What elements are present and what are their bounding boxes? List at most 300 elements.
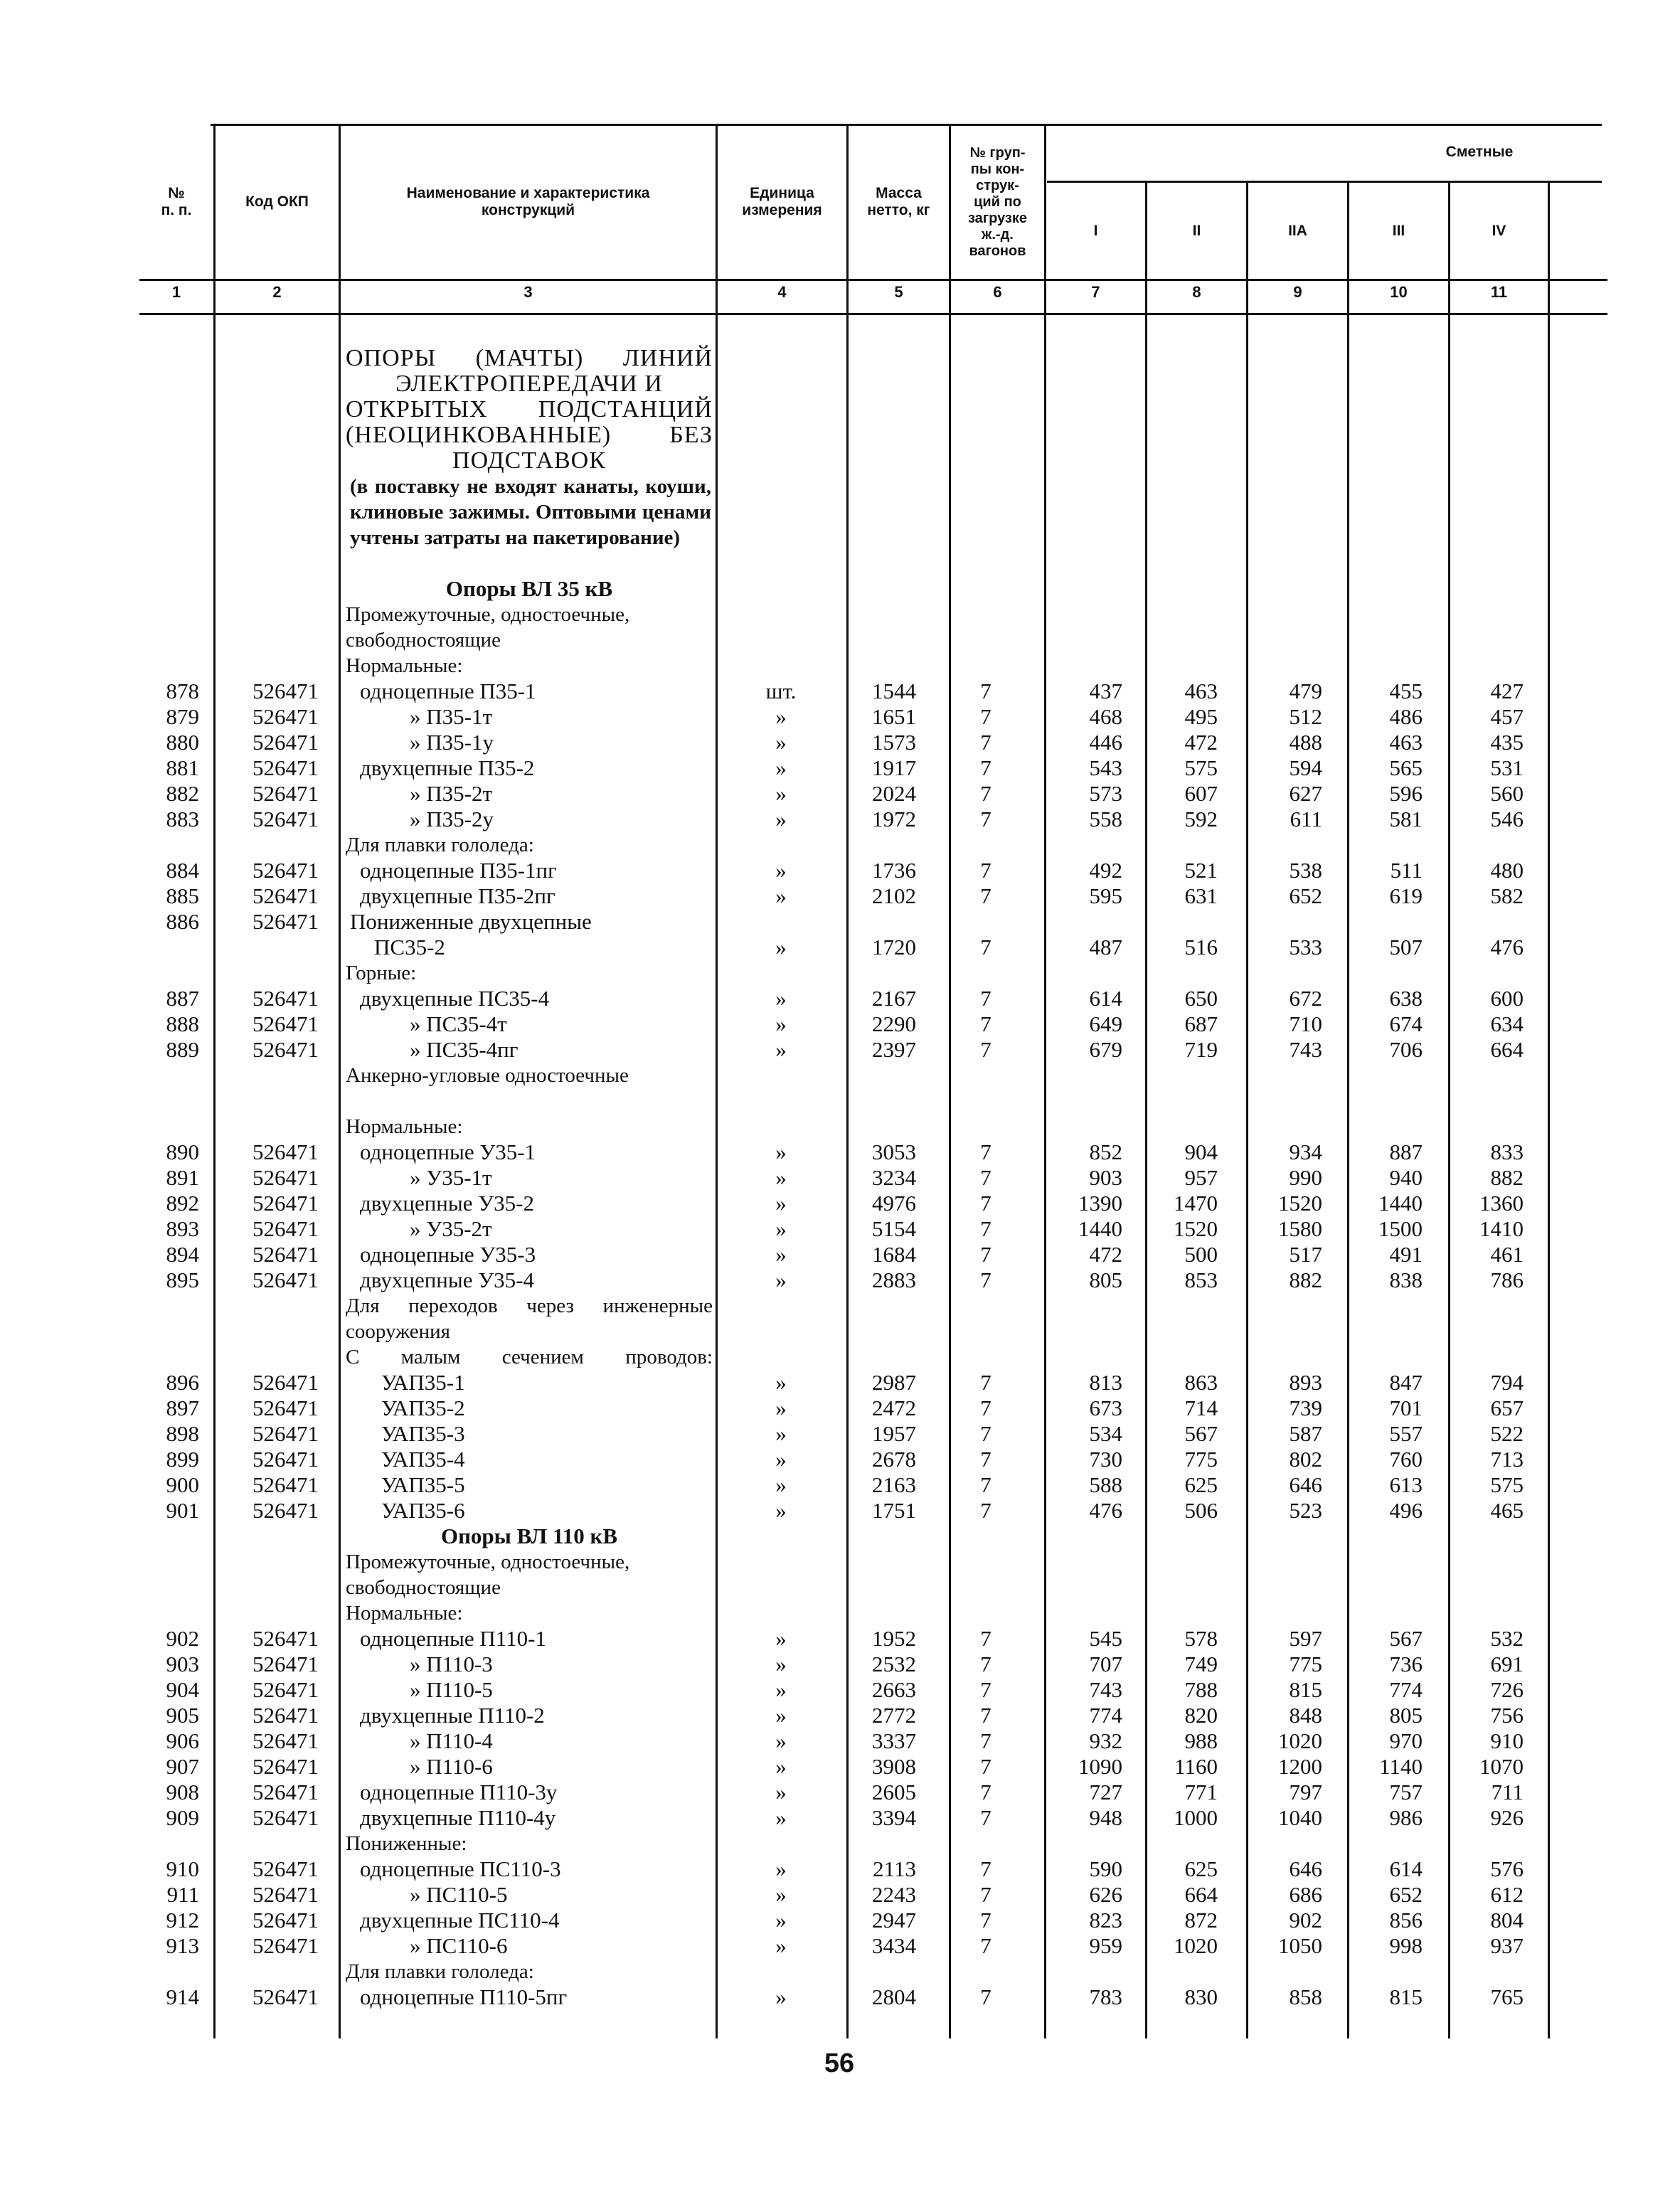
page-number: 56 (824, 2048, 855, 2078)
table-row (0, 1472, 1680, 1498)
price-iia: 627 (1289, 781, 1322, 806)
construction-name: Пониженные двухцепные (350, 909, 592, 934)
okp-code: 526471 (252, 1370, 319, 1395)
table-row (0, 1011, 1680, 1037)
construction-name: одноцепные У35-3 (360, 1242, 536, 1267)
price-iii: 1440 (1378, 1191, 1423, 1216)
okp-code: 526471 (252, 1754, 319, 1779)
price-i: 679 (1089, 1037, 1122, 1062)
table-row (0, 755, 1680, 781)
unit: » (775, 1037, 787, 1062)
price-iii: 496 (1389, 1498, 1423, 1523)
row-number: 892 (166, 1191, 199, 1216)
price-iia: 672 (1289, 986, 1322, 1011)
unit: » (775, 1011, 787, 1036)
price-i: 805 (1089, 1267, 1122, 1292)
net-mass: 3908 (872, 1754, 916, 1779)
table-row (0, 781, 1680, 807)
unit: » (775, 1933, 787, 1958)
row-number: 906 (166, 1728, 199, 1753)
wagon-group: 7 (980, 755, 991, 780)
price-ii: 664 (1184, 1882, 1218, 1907)
okp-code: 526471 (252, 1728, 319, 1753)
section-title (346, 346, 713, 474)
price-iia: 587 (1289, 1421, 1322, 1446)
row-number: 890 (166, 1139, 199, 1164)
price-iii: 847 (1389, 1370, 1423, 1395)
price-iia: 858 (1289, 1984, 1322, 2009)
price-iii: 674 (1389, 1011, 1423, 1036)
wagon-group: 7 (980, 704, 991, 729)
sec35-intermediate: Промежуточные, одностоечные, свободностоящие (346, 603, 630, 652)
construction-name: одноцепные ПС110-3 (360, 1856, 561, 1881)
row-number: 893 (166, 1216, 199, 1241)
table-row (0, 1780, 1680, 1805)
wagon-group: 7 (980, 1267, 991, 1292)
price-ii: 775 (1184, 1447, 1218, 1472)
price-i: 1390 (1078, 1191, 1122, 1216)
price-iii: 887 (1389, 1139, 1423, 1164)
unit: » (775, 1191, 787, 1216)
unit: » (775, 1370, 787, 1395)
unit: » (775, 1780, 787, 1804)
row-number: 897 (166, 1395, 199, 1420)
wagon-group: 7 (980, 1472, 991, 1497)
price-i: 588 (1089, 1472, 1122, 1497)
price-iia: 538 (1289, 858, 1322, 883)
row-number: 898 (166, 1421, 199, 1446)
row-number: 886 (166, 909, 199, 934)
price-iii: 581 (1389, 807, 1423, 831)
net-mass: 1952 (872, 1626, 916, 1651)
unit: » (775, 807, 787, 831)
price-i: 932 (1089, 1728, 1122, 1753)
okp-code: 526471 (252, 1267, 319, 1292)
net-mass: 3053 (872, 1139, 916, 1164)
construction-name: двухцепные ПС110-4 (360, 1908, 560, 1933)
table-row (0, 1037, 1680, 1063)
col-number-11: 11 (1490, 283, 1508, 301)
price-iia: 882 (1289, 1267, 1322, 1292)
unit: » (775, 1447, 787, 1472)
header-group: № груп- пы кон- струк- ций по загрузке ж.-д. вагонов (967, 144, 1028, 259)
price-iia: 646 (1289, 1472, 1322, 1497)
price-i: 852 (1089, 1139, 1122, 1164)
sec35-normal-2: Нормальные: (346, 1115, 463, 1138)
net-mass: 1917 (872, 755, 916, 780)
table-row (0, 1165, 1680, 1191)
price-iv: 582 (1490, 883, 1524, 908)
unit: » (775, 704, 787, 729)
okp-code: 526471 (252, 1011, 319, 1036)
price-iia: 902 (1289, 1908, 1322, 1933)
price-ii: 521 (1184, 858, 1218, 883)
table-row (0, 679, 1680, 704)
price-iv: 465 (1490, 1498, 1524, 1523)
net-mass: 2883 (872, 1267, 916, 1292)
table-row (0, 1421, 1680, 1447)
wagon-group: 7 (980, 1395, 991, 1420)
price-iia: 1520 (1278, 1191, 1322, 1216)
title-line-3: ОТКРЫТЫХ ПОДСТАНЦИЙ (346, 396, 713, 422)
sec110-intermediate: Промежуточные, одностоечные, свободностоящие (346, 1551, 630, 1599)
unit: » (775, 1856, 787, 1881)
net-mass: 1684 (872, 1242, 916, 1267)
okp-code: 526471 (252, 704, 319, 729)
col-number-6: 6 (993, 283, 1002, 301)
unit: » (775, 1165, 787, 1190)
price-iii: 463 (1389, 730, 1423, 755)
price-i: 948 (1089, 1805, 1122, 1830)
price-i: 903 (1089, 1165, 1122, 1190)
price-iv: 882 (1490, 1165, 1524, 1190)
net-mass: 2397 (872, 1037, 916, 1062)
unit: » (775, 1984, 787, 2009)
row-number: 904 (166, 1677, 199, 1702)
price-iv: 1070 (1479, 1754, 1524, 1779)
price-iia: 1040 (1278, 1805, 1322, 1830)
okp-code: 526471 (252, 1805, 319, 1830)
price-iii: 619 (1389, 883, 1423, 908)
construction-name: УАП35-5 (381, 1472, 465, 1497)
price-iii: 760 (1389, 1447, 1423, 1472)
price-ii: 625 (1184, 1472, 1218, 1497)
construction-name: одноцепные П110-1 (360, 1626, 546, 1651)
okp-code: 526471 (252, 1395, 319, 1420)
table-row (0, 1703, 1680, 1728)
okp-code: 526471 (252, 1677, 319, 1702)
col-number-2: 2 (272, 283, 282, 301)
price-i: 727 (1089, 1780, 1122, 1804)
price-i: 1440 (1078, 1216, 1122, 1241)
net-mass: 1720 (872, 935, 916, 959)
sec35-crossings: Для переходов через инженерные сооружения (346, 1294, 713, 1343)
row-number: 880 (166, 730, 199, 755)
price-iia: 1050 (1278, 1933, 1322, 1958)
table-row (0, 1652, 1680, 1677)
construction-name: » П35-2у (410, 807, 494, 831)
net-mass: 2167 (872, 986, 916, 1011)
row-number: 903 (166, 1652, 199, 1676)
table-row (0, 1882, 1680, 1908)
price-ii: 592 (1184, 807, 1218, 831)
header-unit: Единица измерения (742, 185, 822, 218)
construction-name: двухцепные П35-2пг (360, 883, 555, 908)
price-ii: 578 (1184, 1626, 1218, 1651)
price-iv: 457 (1490, 704, 1524, 729)
row-number: 908 (166, 1780, 199, 1804)
price-iii: 970 (1389, 1728, 1423, 1753)
okp-code: 526471 (252, 1652, 319, 1676)
row-number: 895 (166, 1267, 199, 1292)
sec35-glaze: Для плавки гололеда: (346, 834, 534, 856)
table-row (0, 1216, 1680, 1242)
wagon-group: 7 (980, 807, 991, 831)
construction-name: одноцепные П35-1 (360, 679, 536, 703)
price-iia: 710 (1289, 1011, 1322, 1036)
price-ii: 957 (1184, 1165, 1218, 1190)
row-number: 879 (166, 704, 199, 729)
price-iii: 998 (1389, 1933, 1423, 1958)
unit: » (775, 1139, 787, 1164)
construction-name: одноцепные У35-1 (360, 1139, 536, 1164)
row-number: 883 (166, 807, 199, 831)
col-number-1: 1 (171, 283, 181, 301)
price-iv: 1360 (1479, 1191, 1524, 1216)
table-row (0, 1933, 1680, 1959)
col-number-8: 8 (1192, 283, 1201, 301)
net-mass: 3434 (872, 1933, 916, 1958)
net-mass: 2663 (872, 1677, 916, 1702)
table-row (0, 858, 1680, 883)
table-row (0, 1754, 1680, 1780)
unit: » (775, 1754, 787, 1779)
table-row (0, 1242, 1680, 1267)
header-code: Код ОКП (245, 193, 309, 210)
wagon-group: 7 (980, 1037, 991, 1062)
price-iv: 937 (1490, 1933, 1524, 1958)
col-number-5: 5 (894, 283, 903, 301)
unit: » (775, 1908, 787, 1933)
net-mass: 3337 (872, 1728, 916, 1753)
price-iii: 815 (1389, 1984, 1423, 2009)
price-i: 558 (1089, 807, 1122, 831)
net-mass: 2772 (872, 1703, 916, 1728)
wagon-group: 7 (980, 935, 991, 959)
unit: » (775, 858, 787, 883)
net-mass: 3234 (872, 1165, 916, 1190)
unit: » (775, 883, 787, 908)
row-number: 913 (166, 1933, 199, 1958)
price-iii: 596 (1389, 781, 1423, 806)
price-iii: 507 (1389, 935, 1423, 959)
price-iia: 743 (1289, 1037, 1322, 1062)
price-iii: 701 (1389, 1395, 1423, 1420)
price-ii: 506 (1184, 1498, 1218, 1523)
price-iv: 480 (1490, 858, 1524, 883)
wagon-group: 7 (980, 1728, 991, 1753)
price-iv: 691 (1490, 1652, 1524, 1676)
price-iv: 657 (1490, 1395, 1524, 1420)
price-iv: 756 (1490, 1703, 1524, 1728)
table-row (0, 1191, 1680, 1216)
price-iia: 517 (1289, 1242, 1322, 1267)
price-ii: 872 (1184, 1908, 1218, 1933)
price-iia: 1580 (1278, 1216, 1322, 1241)
table-row (0, 1447, 1680, 1472)
col-number-9: 9 (1293, 283, 1302, 301)
table-row (0, 1370, 1680, 1395)
header-prices: Сметные (1445, 144, 1514, 160)
price-i: 823 (1089, 1908, 1122, 1933)
price-iv: 435 (1490, 730, 1524, 755)
price-iia: 848 (1289, 1703, 1322, 1728)
construction-name: » П35-1у (410, 730, 494, 755)
construction-name: » ПС35-4пг (410, 1037, 519, 1062)
sec110-normal: Нормальные: (346, 1602, 463, 1625)
price-iv: 576 (1490, 1856, 1524, 1881)
net-mass: 2605 (872, 1780, 916, 1804)
net-mass: 2678 (872, 1447, 916, 1472)
price-i: 626 (1089, 1882, 1122, 1907)
unit: » (775, 1242, 787, 1267)
price-iv: 560 (1490, 781, 1524, 806)
wagon-group: 7 (980, 1805, 991, 1830)
okp-code: 526471 (252, 1933, 319, 1958)
price-iv: 532 (1490, 1626, 1524, 1651)
row-number: 907 (166, 1754, 199, 1779)
row-number: 884 (166, 858, 199, 883)
price-iv: 634 (1490, 1011, 1524, 1036)
net-mass: 1736 (872, 858, 916, 883)
price-iia: 797 (1289, 1780, 1322, 1804)
price-iii: 856 (1389, 1908, 1423, 1933)
table-row (0, 807, 1680, 832)
price-iia: 990 (1289, 1165, 1322, 1190)
unit: » (775, 1677, 787, 1702)
price-i: 487 (1089, 935, 1122, 959)
construction-name: одноцепные П110-5пг (360, 1984, 568, 2009)
wagon-group: 7 (980, 1780, 991, 1804)
price-iia: 652 (1289, 883, 1322, 908)
okp-code: 526471 (252, 1626, 319, 1651)
row-number: 881 (166, 755, 199, 780)
net-mass: 5154 (872, 1216, 916, 1241)
title-line-2: ЭЛЕКТРОПЕРЕДАЧИ И (395, 371, 663, 397)
price-ii: 1000 (1174, 1805, 1218, 1830)
price-iv: 833 (1490, 1139, 1524, 1164)
construction-name: двухцепные П110-4у (360, 1805, 556, 1830)
row-number: 902 (166, 1626, 199, 1651)
unit: » (775, 781, 787, 806)
price-iii: 455 (1389, 679, 1423, 703)
price-iv: 765 (1490, 1984, 1524, 2009)
construction-name: » ПС110-6 (410, 1933, 508, 1958)
okp-code: 526471 (252, 1421, 319, 1446)
price-iii: 1140 (1379, 1754, 1423, 1779)
table-row (0, 1856, 1680, 1882)
price-iia: 594 (1289, 755, 1322, 780)
header-price-i: I (1093, 222, 1098, 239)
unit: » (775, 1472, 787, 1497)
table-row (0, 909, 1680, 959)
construction-name: двухцепные П110-2 (360, 1703, 545, 1728)
price-ii: 607 (1184, 781, 1218, 806)
price-iv: 461 (1490, 1242, 1524, 1267)
price-iii: 491 (1389, 1242, 1423, 1267)
unit: » (775, 1728, 787, 1753)
price-iv: 546 (1490, 807, 1524, 831)
construction-name: УАП35-1 (381, 1370, 465, 1395)
price-ii: 788 (1184, 1677, 1218, 1702)
table-row (0, 1984, 1680, 2010)
header-number-rule (139, 313, 1607, 315)
price-iia: 934 (1289, 1139, 1322, 1164)
price-i: 590 (1089, 1856, 1122, 1881)
price-iii: 805 (1389, 1703, 1423, 1728)
wagon-group: 7 (980, 1882, 991, 1907)
net-mass: 2024 (872, 781, 916, 806)
table-row (0, 1267, 1680, 1293)
construction-name: УАП35-4 (381, 1447, 465, 1472)
construction-name-cont: ПС35-2 (374, 935, 445, 959)
wagon-group: 7 (980, 679, 991, 703)
okp-code: 526471 (252, 1139, 319, 1164)
price-iv: 1410 (1479, 1216, 1524, 1241)
price-iv: 612 (1490, 1882, 1524, 1907)
unit: шт. (765, 679, 797, 703)
unit: » (775, 1267, 787, 1292)
wagon-group: 7 (980, 1216, 991, 1241)
okp-code: 526471 (252, 1498, 319, 1523)
price-ii: 749 (1184, 1652, 1218, 1676)
okp-code: 526471 (252, 1191, 319, 1216)
sec35-title: Опоры ВЛ 35 кВ (445, 576, 613, 601)
construction-name: УАП35-2 (381, 1395, 465, 1420)
price-iii: 986 (1389, 1805, 1423, 1830)
header-price-iii: III (1392, 222, 1405, 239)
row-number: 878 (166, 679, 199, 703)
wagon-group: 7 (980, 1370, 991, 1395)
price-iii: 486 (1389, 704, 1423, 729)
okp-code: 526471 (252, 1703, 319, 1728)
col-number-4: 4 (777, 283, 787, 301)
price-iv: 794 (1490, 1370, 1524, 1395)
construction-name: » П110-5 (410, 1677, 493, 1702)
okp-code: 526471 (252, 1242, 319, 1267)
price-i: 534 (1089, 1421, 1122, 1446)
net-mass: 1751 (872, 1498, 916, 1523)
price-iv: 575 (1490, 1472, 1524, 1497)
row-number: 891 (166, 1165, 199, 1190)
unit: » (775, 986, 787, 1011)
price-iv: 786 (1490, 1267, 1524, 1292)
price-i: 743 (1089, 1677, 1122, 1702)
wagon-group: 7 (980, 1677, 991, 1702)
okp-code: 526471 (252, 781, 319, 806)
table-row (0, 883, 1680, 909)
sec35-small-section: С малым сечением проводов: (346, 1346, 713, 1368)
price-i: 595 (1089, 883, 1122, 908)
wagon-group: 7 (980, 1139, 991, 1164)
price-ii: 1160 (1174, 1754, 1218, 1779)
okp-code: 526471 (252, 1447, 319, 1472)
okp-code: 526471 (252, 755, 319, 780)
price-iv: 476 (1490, 935, 1524, 959)
price-ii: 1470 (1174, 1191, 1218, 1216)
price-i: 774 (1089, 1703, 1122, 1728)
net-mass: 2290 (872, 1011, 916, 1036)
price-iii: 774 (1389, 1677, 1423, 1702)
price-iia: 523 (1289, 1498, 1322, 1523)
net-mass: 2243 (872, 1882, 916, 1907)
price-ii: 904 (1184, 1139, 1218, 1164)
table-row (0, 1728, 1680, 1754)
header-price-iia: IIA (1288, 222, 1307, 239)
price-iia: 512 (1289, 704, 1322, 729)
price-iv: 910 (1490, 1728, 1524, 1753)
wagon-group: 7 (980, 781, 991, 806)
header-bottom-rule (139, 279, 1607, 281)
wagon-group: 7 (980, 1421, 991, 1446)
unit: » (775, 1395, 787, 1420)
price-ii: 820 (1184, 1703, 1218, 1728)
okp-code: 526471 (252, 883, 319, 908)
price-ii: 687 (1184, 1011, 1218, 1036)
wagon-group: 7 (980, 1626, 991, 1651)
wagon-group: 7 (980, 1191, 991, 1216)
net-mass: 2163 (872, 1472, 916, 1497)
